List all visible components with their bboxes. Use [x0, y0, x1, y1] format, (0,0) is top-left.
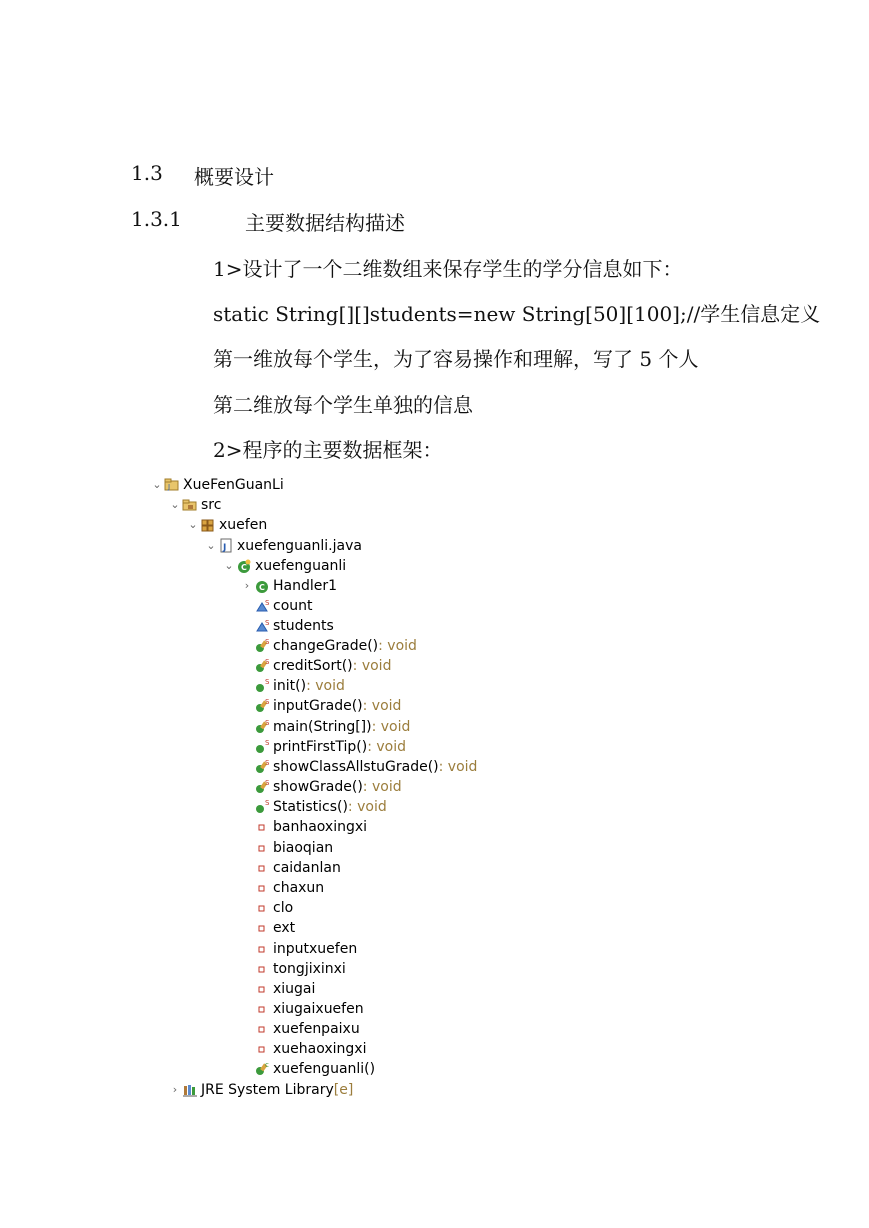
private-field-icon — [254, 900, 270, 916]
svg-text:S: S — [265, 619, 270, 627]
paragraph: 2>程序的主要数据框架： — [213, 438, 443, 462]
private-field-icon — [254, 840, 270, 856]
tree-item-private-field[interactable] — [254, 858, 341, 878]
tree-item-method[interactable] — [254, 636, 417, 656]
tree-item-private-field[interactable] — [254, 999, 364, 1019]
tree-item-label: count — [273, 598, 313, 614]
tree-item-label: printFirstTip() — [273, 739, 368, 755]
tree-item-label: xuefenguanli.java — [237, 538, 362, 554]
tree-item-private-field[interactable] — [254, 838, 333, 858]
section-title: 概要设计 — [194, 165, 274, 189]
svg-text:S: S — [265, 759, 270, 767]
java-file-icon — [218, 538, 234, 554]
section-number: 1.3 — [131, 161, 163, 185]
tree-item-label: Handler1 — [273, 578, 338, 594]
tree-item-label: students — [273, 618, 334, 634]
svg-text:S: S — [265, 638, 270, 646]
subsection-number: 1.3.1 — [131, 207, 182, 231]
svg-text:S: S — [265, 599, 270, 607]
tree-item-label: showClassAllstuGrade() — [273, 759, 439, 775]
tree-item-label: biaoqian — [273, 840, 334, 856]
return-type: : void — [367, 739, 406, 755]
tree-item-label: ext — [273, 920, 296, 936]
private-field-icon — [254, 1021, 270, 1037]
tree-item-private-field[interactable] — [254, 817, 367, 837]
tree-item-label: showGrade() — [273, 779, 363, 795]
tree-item-method[interactable] — [254, 777, 402, 797]
inner-class-icon — [254, 578, 270, 594]
tree-item-label: init() — [273, 678, 307, 694]
return-type: : void — [306, 678, 345, 694]
tree-item-method[interactable] — [254, 656, 391, 676]
return-type: : void — [378, 638, 417, 654]
tree-item-file[interactable] — [204, 536, 362, 556]
public-static-method-icon — [254, 739, 270, 755]
subsection-heading — [131, 207, 451, 233]
tree-item-label: src — [201, 497, 222, 513]
tree-item-private-field[interactable] — [254, 959, 346, 979]
svg-text:S: S — [265, 739, 270, 747]
static-method-icon — [254, 779, 270, 795]
paragraph: static String[][]students=new String[50][100];//学生信息定义 — [213, 302, 821, 326]
tree-item-method[interactable] — [254, 717, 410, 737]
tree-item-label: caidanlan — [273, 860, 341, 876]
tree-item-src[interactable] — [168, 495, 221, 515]
svg-text:S: S — [265, 719, 270, 727]
tree-item-label: JRE System Library — [201, 1082, 334, 1098]
paragraph: 第一维放每个学生，为了容易操作和理解，写了 5 个人 — [213, 347, 699, 371]
tree-item-label: xuefenguanli — [255, 558, 347, 574]
tree-item-field[interactable] — [254, 616, 334, 636]
chevron-right-icon[interactable]: › — [172, 1083, 178, 1096]
return-type: : void — [362, 698, 402, 714]
svg-text:S: S — [265, 698, 270, 706]
chevron-down-icon[interactable]: ⌄ — [170, 498, 180, 511]
tree-item-field[interactable] — [254, 596, 313, 616]
paragraph: 1>设计了一个二维数组来保存学生的学分信息如下： — [213, 257, 683, 281]
tree-item-label: inputGrade() — [273, 698, 363, 714]
private-field-icon — [254, 920, 270, 936]
tree-item-method[interactable] — [254, 696, 401, 716]
private-field-icon — [254, 1001, 270, 1017]
private-field-icon — [254, 981, 270, 997]
project-icon — [164, 477, 180, 493]
tree-item-label: xuefenpaixu — [273, 1021, 360, 1037]
chevron-down-icon[interactable]: ⌄ — [224, 559, 234, 572]
chevron-down-icon[interactable]: ⌄ — [152, 478, 162, 491]
svg-text:S: S — [265, 799, 270, 807]
static-field-icon — [254, 618, 270, 634]
constructor-icon — [254, 1061, 270, 1077]
tree-item-label: xuefen — [219, 517, 268, 533]
tree-item-package[interactable] — [186, 515, 267, 535]
tree-item-private-field[interactable] — [254, 898, 293, 918]
tree-item-class[interactable] — [222, 556, 346, 576]
svg-text:C: C — [259, 583, 265, 592]
svg-text:C: C — [241, 563, 247, 572]
static-method-icon — [254, 759, 270, 775]
chevron-right-icon[interactable]: › — [244, 579, 250, 592]
tree-item-method[interactable] — [254, 676, 345, 696]
subsection-title: 主要数据结构描述 — [245, 211, 405, 235]
static-method-icon — [254, 658, 270, 674]
tree-item-label: inputxuefen — [273, 941, 358, 957]
tree-item-label: Statistics() — [273, 799, 348, 815]
tree-item-project[interactable] — [150, 475, 284, 495]
tree-item-label: chaxun — [273, 880, 325, 896]
public-static-method-icon — [254, 678, 270, 694]
return-type: : void — [352, 658, 392, 674]
return-type: : void — [362, 779, 402, 795]
svg-text:J: J — [223, 543, 227, 553]
public-static-method-icon — [254, 799, 270, 815]
tree-item-private-field[interactable] — [254, 1039, 366, 1059]
svg-text:S: S — [265, 658, 270, 666]
paragraph: 第二维放每个学生单独的信息 — [213, 393, 473, 417]
chevron-down-icon[interactable]: ⌄ — [188, 518, 198, 531]
tree-item-method[interactable] — [254, 797, 387, 817]
package-icon — [200, 517, 216, 533]
chevron-down-icon[interactable]: ⌄ — [206, 539, 216, 552]
svg-text:J: J — [168, 483, 171, 491]
tree-item-label: changeGrade() — [273, 638, 379, 654]
static-method-icon — [254, 719, 270, 735]
tree-item-label: XueFenGuanLi — [183, 477, 284, 493]
tree-item-label: xuehaoxingxi — [273, 1041, 367, 1057]
svg-text:c: c — [265, 1061, 269, 1069]
private-field-icon — [254, 819, 270, 835]
tree-item-library[interactable] — [168, 1080, 353, 1100]
tree-item-method[interactable] — [254, 757, 477, 777]
tree-item-label: xiugaixuefen — [273, 1001, 364, 1017]
library-decoration: [e] — [333, 1082, 354, 1098]
tree-item-inner-class[interactable] — [240, 576, 337, 596]
tree-item-private-field[interactable] — [254, 1019, 360, 1039]
source-folder-icon — [182, 497, 198, 513]
tree-item-label: banhaoxingxi — [273, 819, 368, 835]
static-field-icon — [254, 598, 270, 614]
svg-text:S: S — [265, 779, 270, 787]
tree-item-private-field[interactable] — [254, 939, 357, 959]
return-type: : void — [347, 799, 387, 815]
tree-item-method[interactable] — [254, 737, 406, 757]
private-field-icon — [254, 961, 270, 977]
section-heading — [131, 161, 431, 187]
private-field-icon — [254, 941, 270, 957]
private-field-icon — [254, 880, 270, 896]
tree-item-private-field[interactable] — [254, 878, 324, 898]
tree-item-private-field[interactable] — [254, 918, 295, 938]
static-method-icon — [254, 638, 270, 654]
svg-text:S: S — [265, 678, 270, 686]
class-icon — [236, 558, 252, 574]
private-field-icon — [254, 860, 270, 876]
static-method-icon — [254, 698, 270, 714]
tree-item-constructor[interactable] — [254, 1059, 375, 1079]
return-type: : void — [371, 719, 411, 735]
library-icon — [182, 1082, 198, 1098]
tree-item-label: clo — [273, 900, 294, 916]
return-type: : void — [438, 759, 478, 775]
private-field-icon — [254, 1041, 270, 1057]
tree-item-label: main(String[]) — [273, 719, 372, 735]
tree-item-label: xuefenguanli() — [273, 1061, 376, 1077]
tree-item-label: xiugai — [273, 981, 316, 997]
tree-item-private-field[interactable] — [254, 979, 315, 999]
tree-item-label: creditSort() — [273, 658, 353, 674]
tree-item-label: tongjixinxi — [273, 961, 346, 977]
